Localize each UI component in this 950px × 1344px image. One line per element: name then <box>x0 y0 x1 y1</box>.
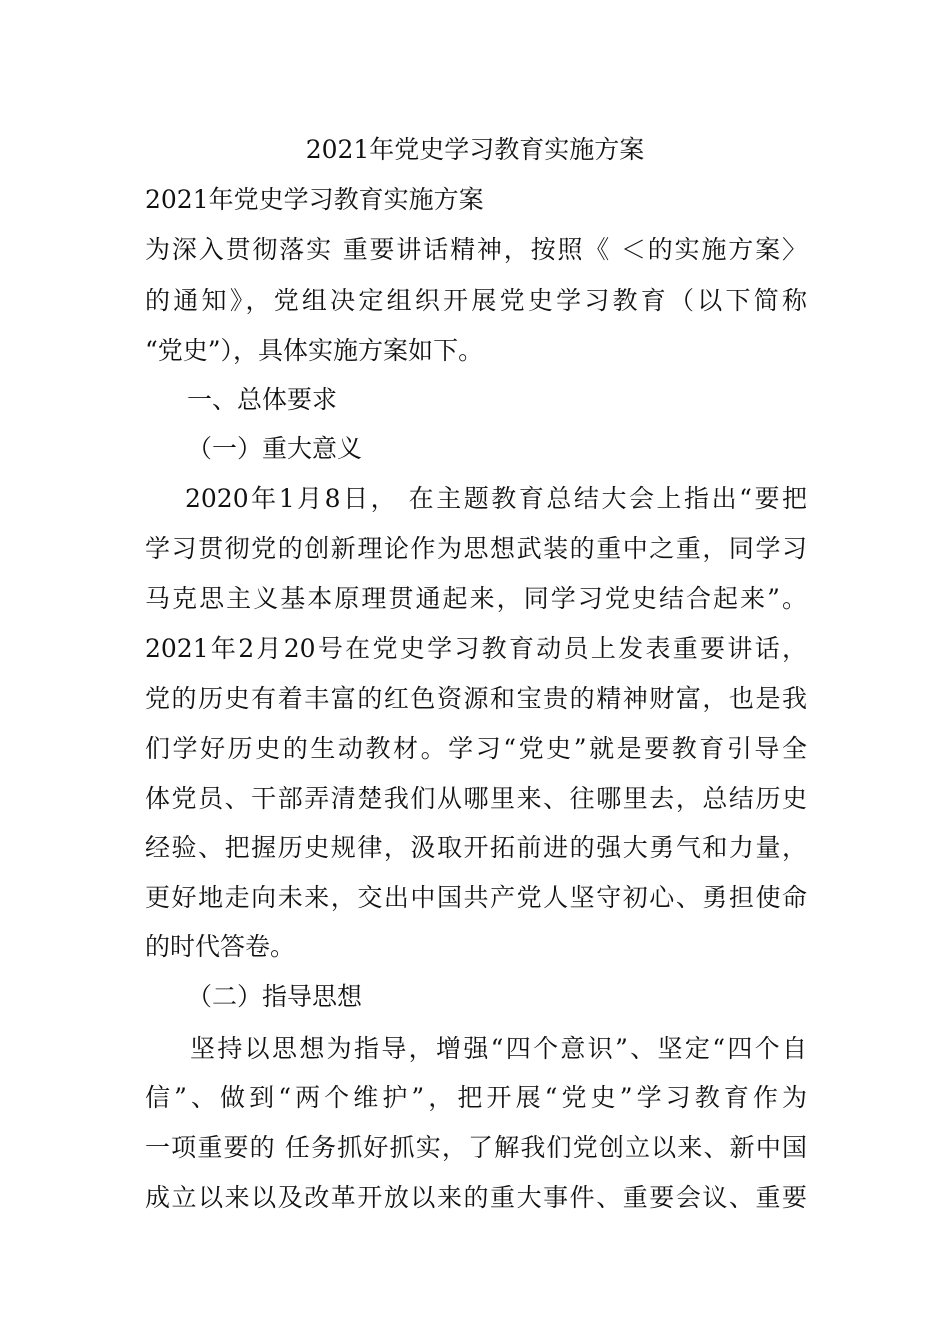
paragraph-line: 的时代答卷。 <box>145 932 296 961</box>
subtitle-line: 2021年党史学习教育实施方案 <box>145 185 484 214</box>
subsection-heading: （二）指导思想 <box>187 982 363 1011</box>
paragraph-line: 马克思主义基本原理贯通起来，同学习党史结合起来”。 <box>145 584 807 613</box>
paragraph-line: 2021年2月20号在党史学习教育动员上发表重要讲话， <box>145 634 807 663</box>
paragraph-line: 成立以来以及改革开放以来的重大事件、重要会议、重要 <box>145 1183 807 1212</box>
paragraph-line: 坚持以思想为指导，增强“四个意识”、坚定“四个自 <box>190 1034 807 1063</box>
paragraph-line: 为深入贯彻落实 重要讲话精神，按照《 ＜的实施方案〉 <box>145 235 807 264</box>
section-heading: 一、总体要求 <box>187 385 338 414</box>
subsection-heading: （一）重大意义 <box>187 434 363 463</box>
paragraph-line: 学习贯彻党的创新理论作为思想武装的重中之重，同学习 <box>145 534 807 563</box>
paragraph-line: 经验、把握历史规律，汲取开拓前进的强大勇气和力量， <box>145 833 807 862</box>
paragraph-line: 更好地走向未来，交出中国共产党人坚守初心、勇担使命 <box>145 883 807 912</box>
paragraph-line: 体党员、干部弄清楚我们从哪里来、往哪里去，总结历史 <box>145 784 807 813</box>
paragraph-line: 们学好历史的生动教材。学习“党史”就是要教育引导全 <box>145 734 807 763</box>
paragraph-line: 信”、做到“两个维护”，把开展“党史”学习教育作为 <box>145 1083 807 1112</box>
paragraph-line: 党的历史有着丰富的红色资源和宝贵的精神财富，也是我 <box>145 684 807 713</box>
paragraph-line: 一项重要的 任务抓好抓实，了解我们党创立以来、新中国 <box>145 1133 807 1162</box>
paragraph-line: 的通知》，党组决定组织开展党史学习教育（以下简称 <box>145 286 807 315</box>
paragraph-line: 2020年1月8日， 在主题教育总结大会上指出“要把 <box>185 484 807 513</box>
paragraph-line: “党史”），具体实施方案如下。 <box>145 336 484 365</box>
document-title: 2021年党史学习教育实施方案 <box>305 135 645 164</box>
